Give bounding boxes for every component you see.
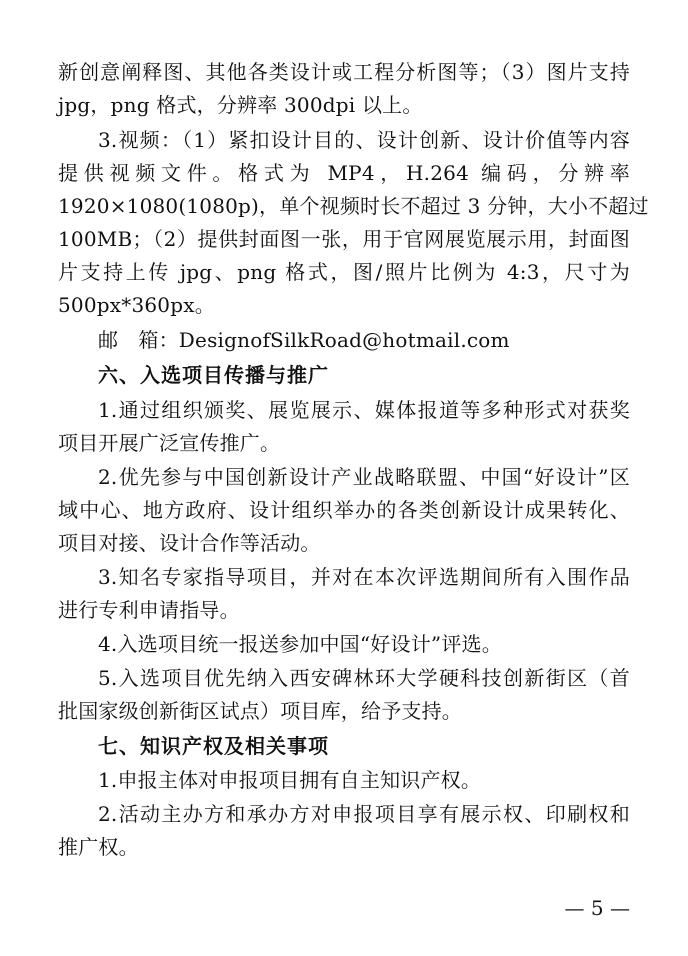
paragraph-line: 3.视频：（1）紧扣设计目的、设计创新、设计价值等内容 xyxy=(98,128,630,152)
paragraph-line: 域中心、地方政府、设计组织举办的各类创新设计成果转化、 xyxy=(58,498,630,522)
paragraph-line: 项目对接、设计合作等活动。 xyxy=(58,531,321,555)
section-heading-seven: 七、知识产权及相关事项 xyxy=(98,734,329,758)
paragraph-line: 推广权。 xyxy=(58,835,139,859)
paragraph-line: 1.申报主体对申报项目拥有自主知识产权。 xyxy=(98,768,482,792)
paragraph-line: jpg，png 格式，分辨率 300dpi 以上。 xyxy=(58,93,423,117)
paragraph-line: 新创意阐释图、其他各类设计或工程分析图等；（3）图片支持 xyxy=(58,60,630,84)
paragraph-line: 2.优先参与中国创新设计产业战略联盟、中国“好设计”区 xyxy=(98,465,630,489)
paragraph-line: 批国家级创新街区试点）项目库，给予支持。 xyxy=(58,699,462,723)
paragraph-line: 1920×1080(1080p)，单个视频时长不超过 3 分钟，大小不超过 xyxy=(58,194,649,218)
paragraph-line: 100MB；（2）提供封面图一张，用于官网展览展示用，封面图 xyxy=(58,227,630,251)
section-heading-six: 六、入选项目传播与推广 xyxy=(98,363,329,387)
paragraph-line: 1.通过组织颁奖、展览展示、媒体报道等多种形式对获奖 xyxy=(98,398,630,422)
email-line: 邮 箱：DesignofSilkRoad@hotmail.com xyxy=(98,328,510,352)
paragraph-line: 项目开展广泛宣传推广。 xyxy=(58,431,281,455)
paragraph-line: 3.知名专家指导项目，并对在本次评选期间所有入围作品 xyxy=(98,565,630,589)
paragraph-line: 进行专利申请指导。 xyxy=(58,598,240,622)
paragraph-line: 4.入选项目统一报送参加中国“好设计”评选。 xyxy=(98,632,502,656)
paragraph-line: 提供视频文件。格式为 MP4，H.264 编码，分辨率 xyxy=(58,161,630,185)
paragraph-line: 500px*360px。 xyxy=(58,293,215,317)
paragraph-line: 2.活动主办方和承办方对申报项目享有展示权、印刷权和 xyxy=(98,802,630,826)
paragraph-line: 5.入选项目优先纳入西安碑林环大学硬科技创新街区（首 xyxy=(98,666,630,690)
paragraph-line: 片支持上传 jpg、png 格式，图/照片比例为 4:3，尺寸为 xyxy=(58,260,630,284)
page-number: — 5 — xyxy=(564,896,630,920)
